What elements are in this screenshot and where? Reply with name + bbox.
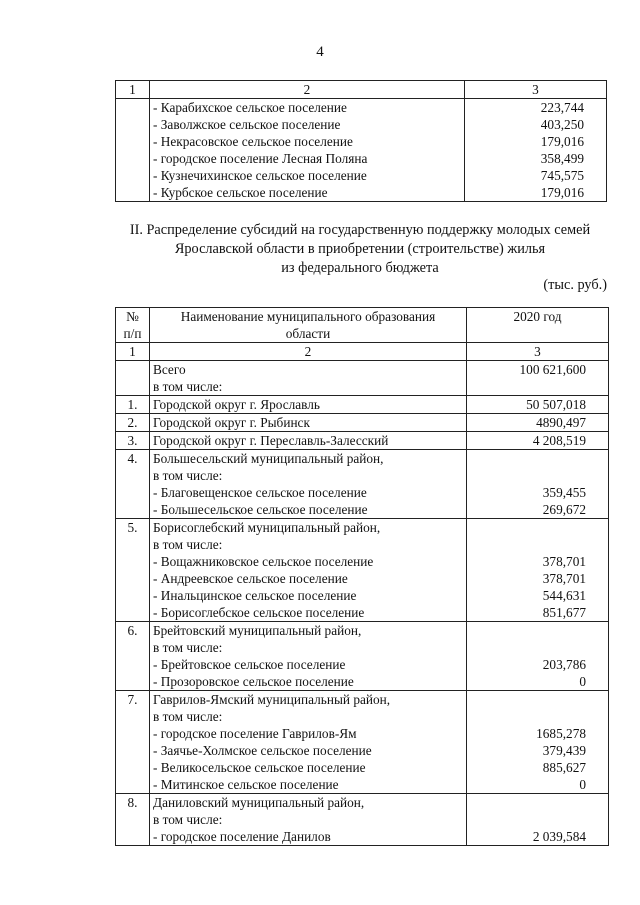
settlement-name: - Инальцинское сельское поселение: [153, 588, 357, 603]
settlement-name: - Андреевское сельское поселение: [153, 571, 348, 586]
total-value: 100 621,600: [519, 362, 586, 377]
settlement-value: 0: [579, 777, 586, 792]
settlement-name: - Митинское сельское поселение: [153, 777, 339, 792]
settlement-name: - Брейтовское сельское поселение: [153, 657, 346, 672]
settlement-value: 203,786: [542, 657, 586, 672]
table-row: 2. Городской округ г. Рыбинск 4890,497: [116, 414, 609, 432]
table-row: 7. Гаврилов-Ямский муниципальный район, в том числе: - городское поселение Гаврилов-Ям - Заячье-Холмское сельское поселение - Великосельское сельское поселение - Митинское сельское поселение 1685,278 379,439 885,627 0: [116, 691, 609, 794]
table-row: 3. Городской округ г. Переславль-Залесский 4 208,519: [116, 432, 609, 450]
header-number: № п/п: [116, 308, 150, 343]
settlement-name: - Вощажниковское сельское поселение: [153, 554, 374, 569]
table-row: 5. Борисоглебский муниципальный район, в том числе: - Вощажниковское сельское поселение - Андреевское сельское поселение - Инальцинское сельское поселение - Борисоглебское сельское поселение 378,701 378,701 544,631 851,677: [116, 519, 609, 622]
table-row: 8. Даниловский муниципальный район, в том числе: - городское поселение Данилов 2 039,584: [116, 794, 609, 846]
district-name: Большесельский муниципальный район,: [153, 451, 384, 466]
settlement-value: 885,627: [542, 760, 586, 775]
col-number-1: 1: [116, 81, 150, 99]
settlement-value: 358,499: [540, 151, 584, 166]
settlement-value: 269,672: [542, 502, 586, 517]
settlement-value: 851,677: [542, 605, 586, 620]
district-value: 4 208,519: [467, 432, 609, 450]
settlement-name: - Благовещенское сельское поселение: [153, 485, 367, 500]
section-title: II. Распределение субсидий на государственную поддержку молодых семей Ярославской области в приобретении (строительстве) жилья из федерального бюджета: [129, 222, 591, 276]
district-name: Гаврилов-Ямский муниципальный район,: [153, 692, 391, 707]
district-name: Борисоглебский муниципальный район,: [153, 520, 381, 535]
district-value: 50 507,018: [467, 396, 609, 414]
settlement-name: - городское поселение Данилов: [153, 829, 331, 844]
district-name: Даниловский муниципальный район,: [153, 795, 365, 810]
table-row: 6. Брейтовский муниципальный район, в том числе: - Брейтовское сельское поселение - Прозоровское сельское поселение 203,786 0: [116, 622, 609, 691]
settlement-value: 223,744: [540, 100, 584, 115]
settlement-name: - Прозоровское сельское поселение: [153, 674, 354, 689]
district-name: Городской округ г. Ярославль: [150, 396, 467, 414]
settlement-value: 179,016: [540, 185, 584, 200]
district-name: Городской округ г. Рыбинск: [150, 414, 467, 432]
settlement-value: 378,701: [542, 571, 586, 586]
settlement-name: - городское поселение Гаврилов-Ям: [153, 726, 357, 741]
subsidy-table: [115, 307, 609, 846]
settlement-name: - Карабихское сельское поселение: [153, 100, 347, 115]
table-column-numbers: [116, 81, 607, 99]
settlement-value: 379,439: [542, 743, 586, 758]
table-row: 1. Городской округ г. Ярославль 50 507,018: [116, 396, 609, 414]
col-number-3: 3: [465, 81, 607, 99]
header-year: 2020 год: [467, 308, 609, 343]
settlement-name: - Великосельское сельское поселение: [153, 760, 366, 775]
col-number-2: 2: [150, 81, 465, 99]
settlement-value: 544,631: [542, 588, 586, 603]
table-row: 4. Большесельский муниципальный район, в том числе: - Благовещенское сельское поселение - Большесельское сельское поселение 359,455 269,672: [116, 450, 609, 519]
total-row: Всего в том числе: 100 621,600: [116, 361, 609, 396]
settlement-value: 745,575: [540, 168, 584, 183]
settlement-value: 0: [579, 674, 586, 689]
settlement-value: 1685,278: [536, 726, 586, 741]
page-number: 4: [316, 44, 324, 60]
settlement-value: 403,250: [540, 117, 584, 132]
continuation-table: [115, 80, 607, 202]
settlement-value: 359,455: [542, 485, 586, 500]
district-name: Брейтовский муниципальный район,: [153, 623, 362, 638]
header-name: Наименование муниципального образования области: [150, 308, 467, 343]
settlement-value: 179,016: [540, 134, 584, 149]
settlement-name: - Борисоглебское сельское поселение: [153, 605, 365, 620]
settlement-name: - Заячье-Холмское сельское поселение: [153, 743, 372, 758]
settlement-name: - Курбское сельское поселение: [153, 185, 328, 200]
table-row: [116, 99, 607, 202]
table-header: [116, 308, 609, 343]
settlement-value: 378,701: [542, 554, 586, 569]
settlement-name: - городское поселение Лесная Поляна: [153, 151, 368, 166]
settlement-name: - Заволжское сельское поселение: [153, 117, 341, 132]
settlement-value: 2 039,584: [532, 829, 586, 844]
units-label: (тыс. руб.): [543, 277, 607, 293]
table-column-numbers: 1 2 3: [116, 343, 609, 361]
settlement-name: - Кузнечихинское сельское поселение: [153, 168, 367, 183]
district-value: 4890,497: [467, 414, 609, 432]
district-name: Городской округ г. Переславль-Залесский: [150, 432, 467, 450]
settlement-name: - Большесельское сельское поселение: [153, 502, 368, 517]
settlement-name: - Некрасовское сельское поселение: [153, 134, 353, 149]
